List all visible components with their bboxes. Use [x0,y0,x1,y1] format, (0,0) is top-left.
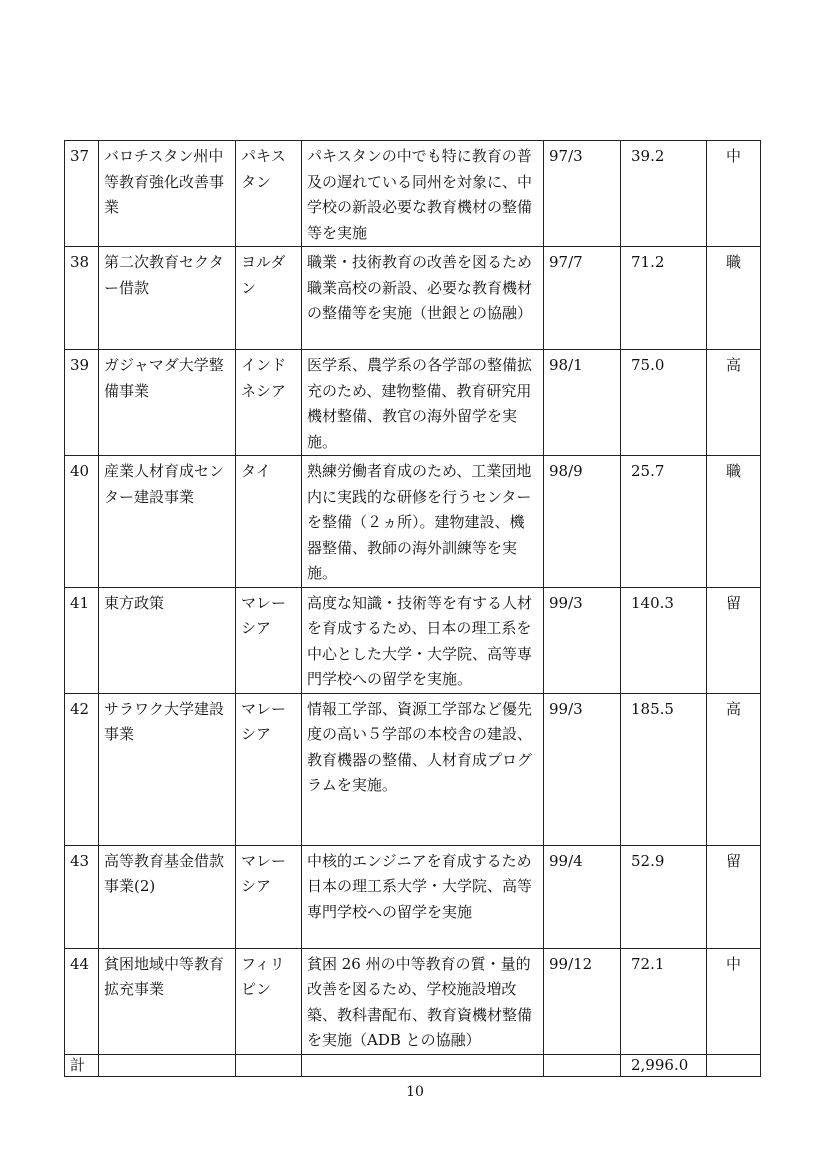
row-number: 38 [65,247,99,350]
row-number: 43 [65,845,99,948]
total-label: 計 [65,1054,99,1076]
empty-cell [99,1054,236,1076]
row-number: 44 [65,948,99,1054]
country: ヨルダン [236,247,302,350]
page-number: 10 [406,1084,424,1100]
row-number: 39 [65,350,99,456]
table-body [65,141,761,1077]
project-name: バロチスタン州中等教育強化改善事業 [99,141,236,247]
description: 中核的エンジニアを育成するため日本の理工系大学・大学院、高等専門学校への留学を実施 [302,845,544,948]
date: 98/1 [544,350,621,456]
empty-cell [302,1054,544,1076]
type: 中 [707,141,761,247]
row-number: 40 [65,456,99,588]
table-row [65,456,761,588]
project-name: 産業人材育成センター建設事業 [99,456,236,588]
amount: 72.1 [621,948,707,1054]
date: 99/3 [544,693,621,845]
project-name: 貧困地域中等教育拡充事業 [99,948,236,1054]
amount: 25.7 [621,456,707,588]
date: 98/9 [544,456,621,588]
country: タイ [236,456,302,588]
empty-cell [236,1054,302,1076]
type: 中 [707,948,761,1054]
date: 99/3 [544,587,621,693]
table-row [65,948,761,1054]
type: 高 [707,693,761,845]
country: マレーシア [236,693,302,845]
amount: 140.3 [621,587,707,693]
description: パキスタンの中でも特に教育の普及の遅れている同州を対象に、中学校の新設必要な教育機材の整備等を実施 [302,141,544,247]
project-name: サラワク大学建設事業 [99,693,236,845]
country: マレーシア [236,845,302,948]
project-name: 第二次教育セクター借款 [99,247,236,350]
date: 99/12 [544,948,621,1054]
type: 職 [707,456,761,588]
country: フィリピン [236,948,302,1054]
date: 97/7 [544,247,621,350]
amount: 52.9 [621,845,707,948]
type: 留 [707,587,761,693]
amount: 75.0 [621,350,707,456]
empty-cell [707,1054,761,1076]
total-row [65,1054,761,1076]
amount: 71.2 [621,247,707,350]
table-row [65,247,761,350]
project-name: ガジャマダ大学整備事業 [99,350,236,456]
project-name: 高等教育基金借款事業(2) [99,845,236,948]
total-amount: 2,996.0 [621,1054,707,1076]
amount: 185.5 [621,693,707,845]
amount: 39.2 [621,141,707,247]
row-number: 42 [65,693,99,845]
table-row [65,693,761,845]
date: 99/4 [544,845,621,948]
project-table [64,140,761,1077]
row-number: 41 [65,587,99,693]
project-name: 東方政策 [99,587,236,693]
description: 情報工学部、資源工学部など優先度の高い５学部の本校舎の建設、教育機器の整備、人材育成プログラムを実施。 [302,693,544,845]
description: 貧困 26 州の中等教育の質・量的改善を図るため、学校施設増改築、教科書配布、教育資機材整備を実施（ADB との協融） [302,948,544,1054]
country: マレーシア [236,587,302,693]
country: インドネシア [236,350,302,456]
table-row [65,141,761,247]
empty-cell [544,1054,621,1076]
country: パキスタン [236,141,302,247]
type: 職 [707,247,761,350]
table-row [65,350,761,456]
table-row [65,587,761,693]
type: 留 [707,845,761,948]
description: 医学系、農学系の各学部の整備拡充のため、建物整備、教育研究用機材整備、教官の海外留学を実施。 [302,350,544,456]
row-number: 37 [65,141,99,247]
description: 高度な知識・技術等を有する人材を育成するため、日本の理工系を中心とした大学・大学院、高等専門学校への留学を実施。 [302,587,544,693]
description: 熟練労働者育成のため、工業団地内に実践的な研修を行うセンターを整備（２ヵ所）。建物建設、機器整備、教師の海外訓練等を実施。 [302,456,544,588]
type: 高 [707,350,761,456]
description: 職業・技術教育の改善を図るため職業高校の新設、必要な教育機材の整備等を実施（世銀との協融） [302,247,544,350]
table-row [65,845,761,948]
date: 97/3 [544,141,621,247]
